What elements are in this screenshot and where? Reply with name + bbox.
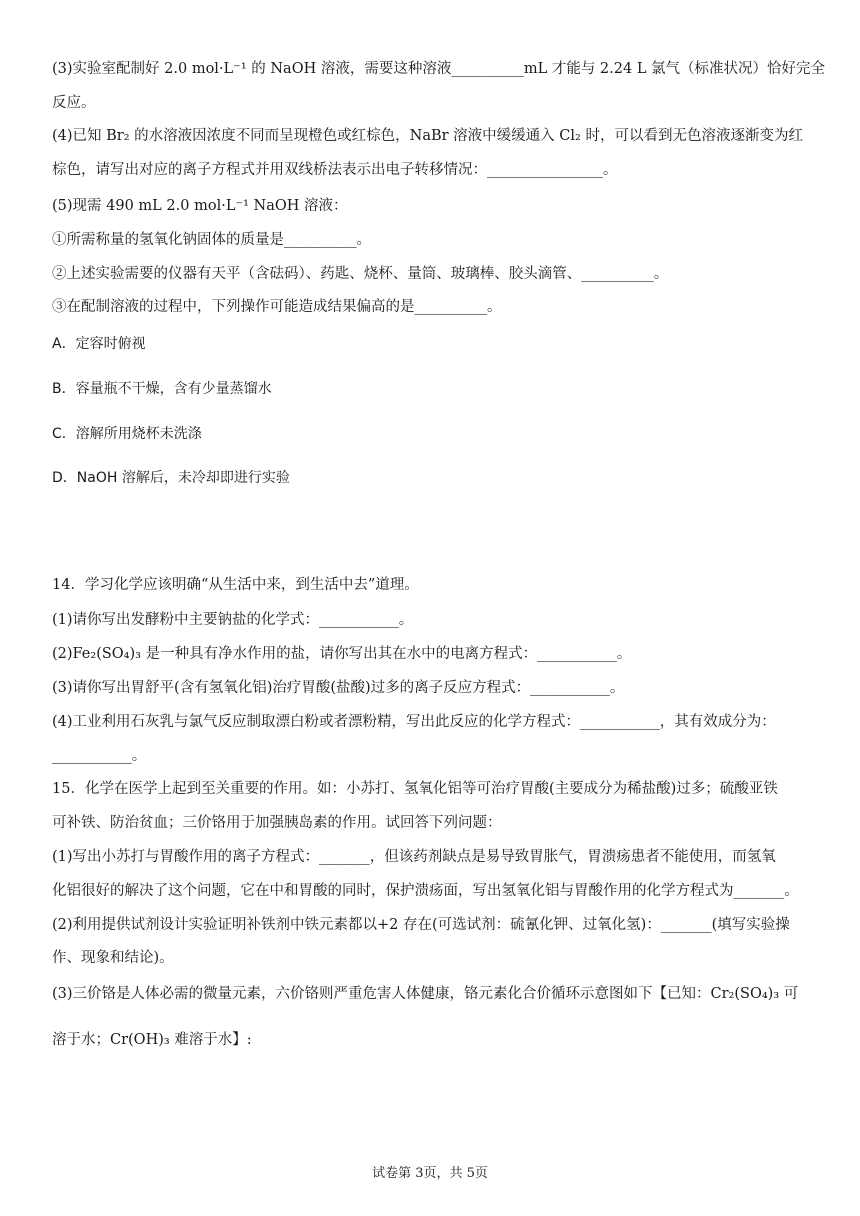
line-q14-1: (1)请你写出发酵粉中主要钠盐的化学式：___________。	[52, 612, 414, 628]
line-q13-4b: 棕色，请写出对应的离子方程式并用双线桥法表示出电子转移情况：________________。	[52, 162, 618, 178]
line-q13-5-1: ①所需称量的氢氧化钠固体的质量是__________。	[52, 232, 371, 248]
line-q13-4a: (4)已知 Br₂ 的水溶液因浓度不同而呈现橙色或红棕色，NaBr 溶液中缓缓通入 Cl₂ 时，可以看到无色溶液逐渐变为红	[52, 128, 803, 144]
line-q14-3: (3)请你写出胃舒平(含有氢氧化铝)治疗胃酸(盐酸)过多的离子反应方程式：___________。	[52, 680, 625, 696]
option-a: A．定容时俯视	[52, 336, 146, 352]
line-q15-2b: 作、现象和结论)。	[52, 950, 174, 966]
line-q14-4a: (4)工业利用石灰乳与氯气反应制取漂白粉或者漂粉精，写出此反应的化学方程式：___________，其有效成分为：	[52, 714, 776, 730]
option-c: C．溶解所用烧杯未洗涤	[52, 426, 202, 442]
line-q13-5-3: ③在配制溶液的过程中，下列操作可能造成结果偏高的是__________。	[52, 299, 502, 315]
line-q15-2a: (2)利用提供试剂设计实验证明补铁剂中铁元素都以+2 存在(可选试剂：硫氰化钾、过氧化氢)：_______(填写实验操	[52, 917, 790, 933]
line-q13-3a: (3)实验室配制好 2.0 mol·L⁻¹ 的 NaOH 溶液，需要这种溶液__________mL 才能与 2.24 L 氯气（标准状况）恰好完全	[52, 61, 826, 77]
option-b: B．容量瓶不干燥，含有少量蒸馏水	[52, 381, 272, 397]
line-q15-intro: 可补铁、防治贫血；三价铬用于加强胰岛素的作用。试回答下列问题：	[52, 815, 502, 831]
question-15-title: 15．化学在医学上起到至关重要的作用。如：小苏打、氢氧化铝等可治疗胃酸(主要成分为稀盐酸)过多；硫酸亚铁	[52, 781, 778, 797]
page-footer: 试卷第 3页，共 5页	[372, 1166, 488, 1181]
line-q15-1a: (1)写出小苏打与胃酸作用的离子方程式：_______，但该药剂缺点是易导致胃胀气，胃溃疡患者不能使用，而氢氧	[52, 849, 776, 865]
question-14-title: 14．学习化学应该明确“从生活中来，到生活中去”道理。	[52, 577, 419, 593]
option-d: D．NaOH 溶解后，未冷却即进行实验	[52, 470, 290, 486]
line-q14-2: (2)Fe₂(SO₄)₃ 是一种具有净水作用的盐，请你写出其在水中的电离方程式：___________。	[52, 646, 632, 662]
line-q15-3b: 溶于水；Cr(OH)₃ 难溶于水】:	[52, 1032, 252, 1048]
line-q14-4b: ___________。	[52, 748, 147, 764]
line-q13-5-2: ②上述实验需要的仪器有天平（含砝码）、药匙、烧杯、量筒、玻璃棒、胶头滴管、__________。	[52, 266, 669, 282]
line-q13-5: (5)现需 490 mL 2.0 mol·L⁻¹ NaOH 溶液：	[52, 198, 348, 214]
line-q15-3a: (3)三价铬是人体必需的微量元素，六价铬则严重危害人体健康，铬元素化合价循环示意图如下【已知：Cr₂(SO₄)₃ 可	[52, 986, 799, 1002]
line-q15-1b: 化铝很好的解决了这个问题，它在中和胃酸的同时，保护溃疡面，写出氢氧化铝与胃酸作用的化学方程式为_______。	[52, 883, 799, 899]
line-q13-3b: 反应。	[52, 95, 96, 111]
